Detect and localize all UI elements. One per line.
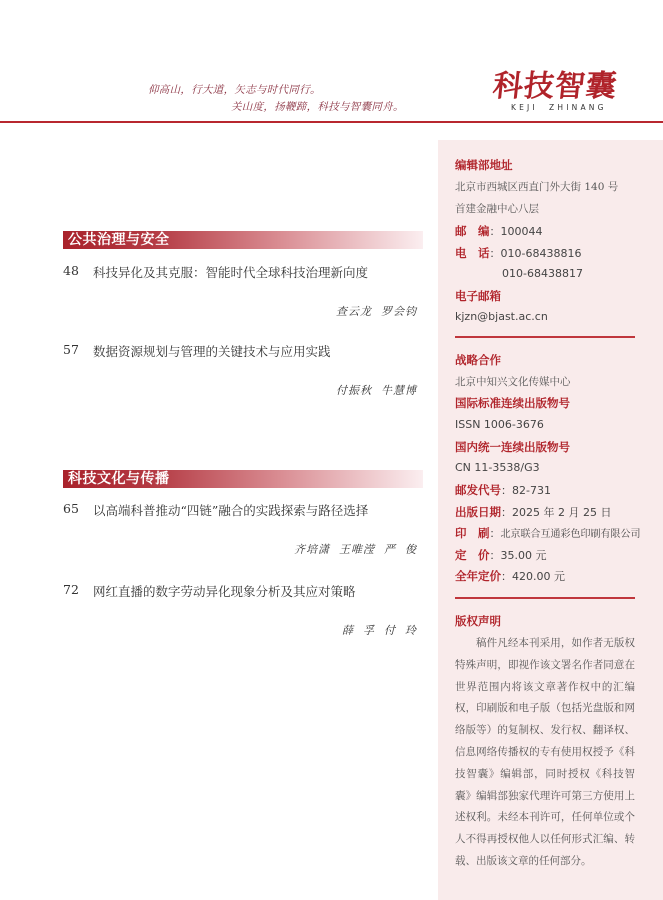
issn-value: ISSN 1006-3676 (455, 418, 544, 431)
pub-date-value: 2025 年 2 月 25 日 (512, 506, 612, 519)
cn-heading: 国内统一连续出版物号 (455, 440, 570, 454)
slogan-line-2: 关山度，扬鞭蹄，科技与智囊同舟。 (231, 101, 404, 113)
phone-value-1: 010-68438816 (500, 247, 582, 260)
section-title: 公共治理与安全 (68, 232, 170, 248)
printer-row: 印 刷：北京联合互通彩色印刷有限公司 (455, 526, 641, 540)
price-value: 35.00 元 (500, 549, 547, 562)
section-title: 科技文化与传播 (68, 471, 170, 487)
article-authors: 齐培潇 王唯滢 严 俊 (294, 543, 417, 556)
slogan-line-1: 仰高山，行大道，矢志与时代同行。 (148, 84, 321, 96)
phone-label: 电 话 (455, 246, 490, 260)
partner-value: 北京中知兴文化传媒中心 (455, 376, 571, 388)
address-line-1: 北京市西城区西直门外大街 140 号 (455, 181, 619, 193)
logo-chinese: 科技智囊 (491, 69, 619, 104)
email-heading: 电子邮箱 (455, 289, 501, 303)
journal-logo (493, 70, 633, 112)
sidebar-divider (455, 336, 635, 338)
copyright-statement: 稿件凡经本刊采用，如作者无版权特殊声明，即视作该文署名作者同意在世界范围内将该文章著作权中的汇编权，印刷版和电子版（包括光盘版和网络版等）的复制权、发行权、翻译权、信息网络传播权的专有使用权授予《科技智囊》编辑部，同时授权《科技智囊》编辑部独家代理许可第三方使用上述权利。未经本刊许可，任何单位或个人不得再授权他人以任何形式汇编、转载、出版该文章的任何部分。 (455, 637, 635, 867)
phone-row: 电 话：010-68438816 (455, 246, 582, 260)
printer-label: 印 刷 (455, 526, 490, 540)
article-authors: 查云龙 罗会钧 (336, 305, 417, 318)
postcode-label: 邮 编 (455, 224, 490, 238)
page-header (0, 0, 663, 125)
article-title[interactable]: 数据资源规划与管理的关键技术与应用实践 (93, 344, 331, 359)
printer-value: 北京联合互通彩色印刷有限公司 (500, 529, 641, 540)
toc-entry[interactable] (63, 263, 423, 323)
section-header-sci-tech-culture (63, 470, 423, 488)
postal-code-label: 邮发代号 (455, 483, 501, 497)
toc-entry[interactable] (63, 501, 423, 561)
annual-price-label: 全年定价 (455, 569, 501, 583)
copyright-heading: 版权声明 (455, 614, 501, 628)
cn-value: CN 11-3538/G3 (455, 461, 540, 474)
partner-heading: 战略合作 (455, 353, 501, 367)
annual-price-row: 全年定价：420.00 元 (455, 569, 565, 583)
address-line-2: 首建金融中心八层 (455, 203, 539, 215)
issn-heading: 国际标准连续出版物号 (455, 396, 570, 410)
price-label: 定 价 (455, 548, 490, 562)
postal-code-row: 邮发代号：82-731 (455, 483, 551, 497)
phone-value-2: 010-68438817 (502, 267, 583, 280)
page-number: 48 (63, 263, 79, 278)
header-divider (0, 121, 663, 123)
page-number: 65 (63, 501, 79, 516)
sidebar-divider (455, 597, 635, 599)
postal-code-value: 82-731 (512, 484, 551, 497)
pub-date-label: 出版日期 (455, 505, 501, 519)
toc-entry[interactable] (63, 582, 423, 642)
article-authors: 薛 孚 付 玲 (342, 624, 417, 637)
postcode-value: 100044 (500, 225, 543, 238)
postcode-row: 邮 编：100044 (455, 224, 543, 238)
article-authors: 付振秋 牛慧博 (336, 384, 417, 397)
article-title[interactable]: 以高端科普推动“四链”融合的实践探索与路径选择 (93, 503, 369, 518)
logo-pinyin: KEJI ZHINANG (511, 103, 607, 112)
pub-date-row: 出版日期：2025 年 2 月 25 日 (455, 505, 612, 519)
page-number: 72 (63, 582, 79, 597)
section-header-public-governance (63, 231, 423, 249)
annual-price-value: 420.00 元 (512, 570, 565, 583)
article-title[interactable]: 科技异化及其克服：智能时代全球科技治理新向度 (93, 265, 369, 280)
price-row: 定 价：35.00 元 (455, 548, 547, 562)
address-heading: 编辑部地址 (455, 158, 513, 172)
page-number: 57 (63, 342, 79, 357)
email-link[interactable]: kjzn@bjast.ac.cn (455, 310, 548, 323)
article-title[interactable]: 网红直播的数字劳动异化现象分析及其应对策略 (93, 584, 356, 599)
toc-entry[interactable] (63, 342, 423, 402)
